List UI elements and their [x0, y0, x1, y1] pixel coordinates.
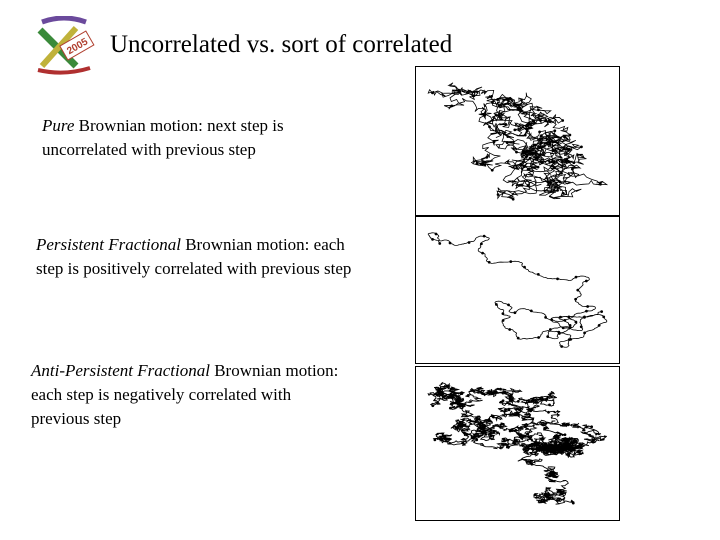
walk-step-dot: [543, 499, 546, 502]
walk-step-dot: [502, 312, 505, 315]
random-walk-path: [428, 233, 607, 347]
walk-step-dot: [575, 276, 578, 279]
walk-step-dot: [521, 184, 524, 187]
walk-step-dot: [513, 128, 516, 131]
walk-step-dot: [531, 151, 534, 154]
walk-step-dot: [559, 316, 562, 319]
walk-step-dot: [522, 150, 525, 153]
walk-step-dot: [547, 493, 550, 496]
walk-step-dot: [583, 316, 586, 319]
walk-step-dot: [555, 449, 558, 452]
walk-step-dot: [529, 153, 532, 156]
walk-step-dot: [463, 432, 466, 435]
walk-step-dot: [568, 327, 571, 330]
walk-step-dot: [504, 123, 507, 126]
walk-step-dot: [476, 162, 479, 165]
walk-step-dot: [447, 395, 450, 398]
walk-step-dot: [545, 119, 548, 122]
walk-step-dot: [572, 502, 575, 505]
walk-step-dot: [547, 411, 550, 414]
walk-step-dot: [451, 396, 454, 399]
walk-step-dot: [517, 337, 520, 340]
walk-step-dot: [559, 491, 562, 494]
walk-step-dot: [537, 336, 540, 339]
caption-text: Brownian motion: each step is negatively correlated with previous step: [31, 361, 339, 428]
walk-step-dot: [579, 446, 582, 449]
walk-step-dot: [586, 305, 589, 308]
walk-step-dot: [522, 418, 525, 421]
walk-step-dot: [565, 161, 568, 164]
walk-step-dot: [514, 413, 517, 416]
walk-step-dot: [549, 182, 552, 185]
walk-step-dot: [550, 479, 553, 482]
walk-step-dot: [449, 407, 452, 410]
walk-step-dot: [488, 418, 491, 421]
walk-step-dot: [529, 437, 532, 440]
walk-step-dot: [493, 141, 496, 144]
walk-step-dot: [560, 451, 563, 454]
walk-step-dot: [585, 280, 588, 283]
walk-step-dot: [521, 436, 524, 439]
walk-step-dot: [522, 165, 525, 168]
walk-step-dot: [561, 119, 564, 122]
walk-step-dot: [509, 260, 512, 263]
walk-step-dot: [569, 324, 572, 327]
persistent-brownian-walk-image: [415, 216, 620, 364]
walk-step-dot: [450, 104, 453, 107]
walk-step-dot: [548, 142, 551, 145]
walk-step-dot: [483, 114, 486, 117]
walk-step-dot: [538, 131, 541, 134]
walk-step-dot: [559, 442, 562, 445]
walk-step-dot: [507, 304, 510, 307]
walk-step-dot: [537, 166, 540, 169]
walk-step-dot: [562, 327, 565, 330]
caption-persistent-fractional: [36, 233, 376, 281]
walk-step-dot: [564, 433, 567, 436]
walk-step-dot: [520, 99, 523, 102]
walk-step-dot: [499, 388, 502, 391]
walk-step-dot: [567, 453, 570, 456]
walk-step-dot: [567, 439, 570, 442]
walk-step-dot: [508, 408, 511, 411]
walk-step-dot: [478, 435, 481, 438]
walk-step-dot: [528, 400, 531, 403]
caption-text: Brownian motion: each step is positively correlated with previous step: [36, 235, 352, 278]
walk-step-dot: [523, 266, 526, 269]
walk-step-dot: [461, 442, 464, 445]
walk-step-dot: [459, 421, 462, 424]
walk-step-dot: [556, 189, 559, 192]
random-walk-path: [428, 83, 607, 199]
walk-step-dot: [546, 450, 549, 453]
walk-step-dot: [559, 180, 562, 183]
walk-step-dot: [600, 310, 603, 313]
walk-step-dot: [484, 433, 487, 436]
svg-text:2005: 2005: [65, 36, 91, 58]
walk-step-dot: [462, 418, 465, 421]
walk-step-dot: [539, 119, 542, 122]
walk-step-dot: [438, 242, 441, 245]
walk-step-dot: [496, 98, 499, 101]
walk-step-dot: [526, 150, 529, 153]
walk-step-dot: [569, 338, 572, 341]
walk-step-dot: [492, 416, 495, 419]
conference-logo: [32, 16, 96, 76]
walk-step-dot: [502, 319, 505, 322]
walk-step-dot: [498, 115, 501, 118]
walk-step-dot: [517, 400, 520, 403]
walk-step-dot: [512, 198, 515, 201]
walk-step-dot: [568, 316, 571, 319]
walk-step-dot: [556, 446, 559, 449]
walk-step-dot: [526, 123, 529, 126]
walk-step-dot: [506, 141, 509, 144]
walk-step-dot: [482, 392, 485, 395]
walk-step-dot: [547, 445, 550, 448]
walk-step-dot: [540, 448, 543, 451]
caption-emphasis: Pure: [42, 116, 75, 135]
walk-step-dot: [573, 440, 576, 443]
walk-step-dot: [580, 325, 583, 328]
walk-step-dot: [553, 166, 556, 169]
walk-step-dot: [554, 186, 557, 189]
walk-step-dot: [521, 444, 524, 447]
walk-step-dot: [583, 332, 586, 335]
walk-step-dot: [514, 311, 517, 314]
walk-step-dot: [551, 451, 554, 454]
walk-step-dot: [506, 135, 509, 138]
walk-step-dot: [550, 447, 553, 450]
walk-step-dot: [569, 449, 572, 452]
walk-step-dot: [491, 169, 494, 172]
walk-step-dot: [460, 392, 463, 395]
walk-step-dot: [552, 162, 555, 165]
walk-step-dot: [495, 303, 498, 306]
walk-step-dot: [598, 324, 601, 327]
walk-step-dot: [547, 498, 550, 501]
walk-step-dot: [524, 134, 527, 137]
caption-emphasis: Persistent Fractional: [36, 235, 181, 254]
walk-step-dot: [565, 158, 568, 161]
walk-step-dot: [439, 391, 442, 394]
walk-step-dot: [515, 151, 518, 154]
walk-step-dot: [556, 277, 559, 280]
walk-step-dot: [475, 438, 478, 441]
walk-step-dot: [546, 397, 549, 400]
walk-step-dot: [530, 310, 533, 313]
walk-step-dot: [552, 140, 555, 143]
walk-step-dot: [560, 345, 563, 348]
walk-step-dot: [592, 439, 595, 442]
walk-step-dot: [485, 156, 488, 159]
walk-step-dot: [472, 94, 475, 97]
walk-step-dot: [544, 448, 547, 451]
walk-step-dot: [459, 403, 462, 406]
walk-step-dot: [491, 101, 494, 104]
walk-step-dot: [433, 438, 436, 441]
walk-step-dot: [575, 321, 578, 324]
caption-anti-persistent-fractional: [31, 359, 351, 431]
walk-step-dot: [576, 289, 579, 292]
walk-step-dot: [498, 105, 501, 108]
walk-step-dot: [547, 181, 550, 184]
walk-step-dot: [533, 144, 536, 147]
walk-step-dot: [560, 172, 563, 175]
walk-step-dot: [480, 426, 483, 429]
walk-step-dot: [544, 316, 547, 319]
walk-step-dot: [480, 243, 483, 246]
caption-text: Brownian motion: next step is uncorrelated with previous step: [42, 116, 284, 159]
walk-step-dot: [483, 235, 486, 238]
walk-step-dot: [537, 273, 540, 276]
walk-step-dot: [457, 89, 460, 92]
walk-step-dot: [431, 91, 434, 94]
walk-step-dot: [538, 145, 541, 148]
walk-step-dot: [563, 422, 566, 425]
walk-step-dot: [449, 242, 452, 245]
walk-step-dot: [507, 99, 510, 102]
walk-step-dot: [530, 463, 533, 466]
walk-step-dot: [558, 332, 561, 335]
walk-step-dot: [476, 418, 479, 421]
walk-step-dot: [491, 119, 494, 122]
walk-step-dot: [441, 438, 444, 441]
walk-step-dot: [562, 192, 565, 195]
walk-step-dot: [435, 233, 438, 236]
walk-step-dot: [510, 393, 513, 396]
walk-step-dot: [431, 238, 434, 241]
walk-step-dot: [509, 430, 512, 433]
walk-step-dot: [489, 429, 492, 432]
walk-step-dot: [490, 95, 493, 98]
walk-step-dot: [544, 422, 547, 425]
walk-step-dot: [457, 424, 460, 427]
walk-step-dot: [542, 438, 545, 441]
walk-step-dot: [585, 310, 588, 313]
walk-step-dot: [508, 328, 511, 331]
walk-step-dot: [549, 328, 552, 331]
walk-step-dot: [528, 168, 531, 171]
walk-step-dot: [495, 391, 498, 394]
walk-step-dot: [553, 129, 556, 132]
walk-step-dot: [450, 388, 453, 391]
walk-step-dot: [518, 108, 521, 111]
walk-step-dot: [571, 447, 574, 450]
anti-persistent-brownian-walk-image: [415, 366, 620, 521]
walk-step-dot: [590, 425, 593, 428]
caption-emphasis: Anti-Persistent Fractional: [31, 361, 210, 380]
walk-step-dot: [506, 446, 509, 449]
walk-step-dot: [481, 252, 484, 255]
walk-step-dot: [561, 160, 564, 163]
walk-step-dot: [529, 157, 532, 160]
walk-step-dot: [497, 193, 500, 196]
walk-step-dot: [479, 424, 482, 427]
walk-step-dot: [540, 134, 543, 137]
walk-step-dot: [513, 440, 516, 443]
walk-step-dot: [519, 163, 522, 166]
walk-step-dot: [455, 400, 458, 403]
walk-step-dot: [580, 145, 583, 148]
walk-step-dot: [540, 161, 543, 164]
walk-step-dot: [553, 189, 556, 192]
walk-step-dot: [529, 444, 532, 447]
walk-step-dot: [526, 432, 529, 435]
walk-step-dot: [569, 134, 572, 137]
walk-step-dot: [555, 435, 558, 438]
walk-step-dot: [431, 404, 434, 407]
walk-step-dot: [562, 448, 565, 451]
walk-step-dot: [468, 241, 471, 244]
walk-step-dot: [563, 319, 566, 322]
walk-step-dot: [532, 400, 535, 403]
walk-step-dot: [488, 125, 491, 128]
walk-step-dot: [571, 168, 574, 171]
walk-step-dot: [529, 409, 532, 412]
walk-step-dot: [534, 151, 537, 154]
walk-step-dot: [563, 136, 566, 139]
walk-step-dot: [540, 141, 543, 144]
walk-step-dot: [548, 404, 551, 407]
walk-step-dot: [518, 184, 521, 187]
walk-step-dot: [572, 161, 575, 164]
walk-step-dot: [488, 261, 491, 264]
caption-pure-brownian: [42, 114, 372, 162]
walk-step-dot: [534, 157, 537, 160]
walk-step-dot: [602, 315, 605, 318]
walk-step-dot: [467, 394, 470, 397]
pure-brownian-walk-image: [415, 66, 620, 216]
slide-title: Uncorrelated vs. sort of correlated: [110, 31, 453, 58]
walk-step-dot: [599, 183, 602, 186]
walk-step-dot: [546, 335, 549, 338]
walk-step-dot: [502, 399, 505, 402]
walk-step-dot: [574, 298, 577, 301]
walk-step-dot: [588, 434, 591, 437]
walk-step-dot: [550, 319, 553, 322]
walk-step-dot: [537, 109, 540, 112]
walk-step-dot: [565, 448, 568, 451]
walk-step-dot: [499, 425, 502, 428]
walk-step-dot: [549, 474, 552, 477]
